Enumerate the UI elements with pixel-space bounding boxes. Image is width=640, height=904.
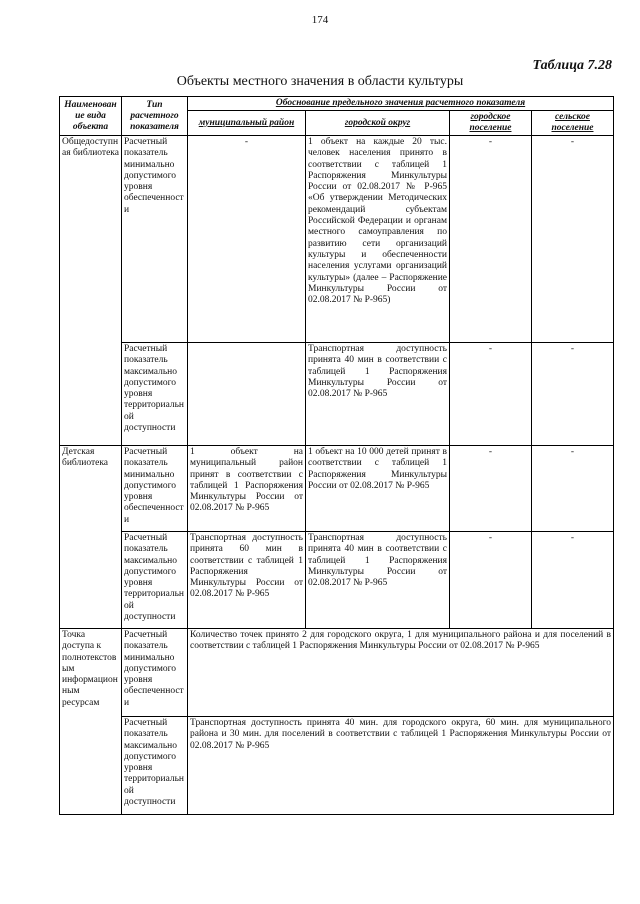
urban-cell: - (450, 446, 532, 532)
header-indicator-type: Тип расчетного показателя (122, 97, 188, 136)
indicator-cell: Расчетный показатель максимально допустимого уровня территориальной доступности (122, 717, 188, 815)
city-cell: Транспортная доступность принята 40 мин в соответствии с таблицей 1 Распоряжения Минкультуры России от 02.08.2017 № Р-965 (306, 532, 450, 629)
rural-cell: - (532, 136, 614, 343)
municipal-cell: 1 объект на муниципальный район принят в соответствии с таблицей 1 Распоряжения Минкультуры России от 02.08.2017 № Р-965 (188, 446, 306, 532)
municipal-cell (188, 343, 306, 446)
header-urban-settlement: городское поселение (450, 111, 532, 136)
urban-cell: - (450, 136, 532, 343)
object-name-cell: Общедоступная библиотека (60, 136, 122, 446)
table-label: Таблица 7.28 (532, 58, 612, 73)
table-row (60, 343, 614, 446)
header-rural-settlement: сельское поселение (532, 111, 614, 136)
urban-cell: - (450, 532, 532, 629)
table-row (60, 136, 614, 343)
culture-objects-table (59, 96, 614, 815)
urban-cell: - (450, 343, 532, 446)
header-city-district: городской округ (306, 111, 450, 136)
indicator-cell: Расчетный показатель минимально допустимого уровня обеспеченности (122, 629, 188, 717)
city-cell: 1 объект на 10 000 детей принят в соответствии с таблицей 1 Распоряжения Минкультуры России от 02.08.2017 № Р-965 (306, 446, 450, 532)
table-row (60, 532, 614, 629)
table-title: Объекты местного значения в области культуры (176, 74, 464, 89)
table-row (60, 446, 614, 532)
municipal-cell: Транспортная доступность принята 60 мин в соответствии с таблицей 1 Распоряжения Минкультуры России от 02.08.2017 № Р-965 (188, 532, 306, 629)
header-justification-group: Обоснование предельного значения расчетного показателя (188, 97, 614, 111)
rural-cell: - (532, 343, 614, 446)
table-row (60, 717, 614, 815)
object-name-cell: Детская библиотека (60, 446, 122, 629)
indicator-cell: Расчетный показатель минимально допустимого уровня обеспеченности (122, 136, 188, 343)
rural-cell: - (532, 446, 614, 532)
municipal-cell: - (188, 136, 306, 343)
page-number: 174 (311, 14, 329, 26)
table-row (60, 629, 614, 717)
city-cell: 1 объект на каждые 20 тыс. человек населения принято в соответствии с таблицей 1 Распоряжения Минкультуры России от 02.08.2017 № Р-965 «Об утверждении Методических рекомендаций субъектам Российской Федерации и органам местного самоуправления по развитию сети организаций культуры и обеспеченности населения услугами организаций культуры» (далее – Распоряжение Минкультуры России от 02.08.2017 № Р-965) (306, 136, 450, 343)
header-municipal-district: муниципальный район (188, 111, 306, 136)
indicator-cell: Расчетный показатель минимально допустимого уровня обеспеченности (122, 446, 188, 532)
indicator-cell: Расчетный показатель максимально допустимого уровня территориальной доступности (122, 532, 188, 629)
merged-value-cell: Количество точек принято 2 для городского округа, 1 для муниципального района и для поселений в соответствии с таблицей 1 Распоряжения Минкультуры России от 02.08.2017 № Р-965 (188, 629, 614, 717)
merged-value-cell: Транспортная доступность принята 40 мин. для городского округа, 60 мин. для муниципального района и 30 мин. для поселений в соответствии с таблицей 1 Распоряжения Минкультуры России от 02.08.2017 № Р-965 (188, 717, 614, 815)
header-object-name: Наименование вида объекта (60, 97, 122, 136)
city-cell: Транспортная доступность принята 40 мин в соответствии с таблицей 1 Распоряжения Минкультуры России от 02.08.2017 № Р-965 (306, 343, 450, 446)
rural-cell: - (532, 532, 614, 629)
indicator-cell: Расчетный показатель максимально допустимого уровня территориальной доступности (122, 343, 188, 446)
object-name-cell: Точка доступа к полнотекстовым информационным ресурсам (60, 629, 122, 815)
